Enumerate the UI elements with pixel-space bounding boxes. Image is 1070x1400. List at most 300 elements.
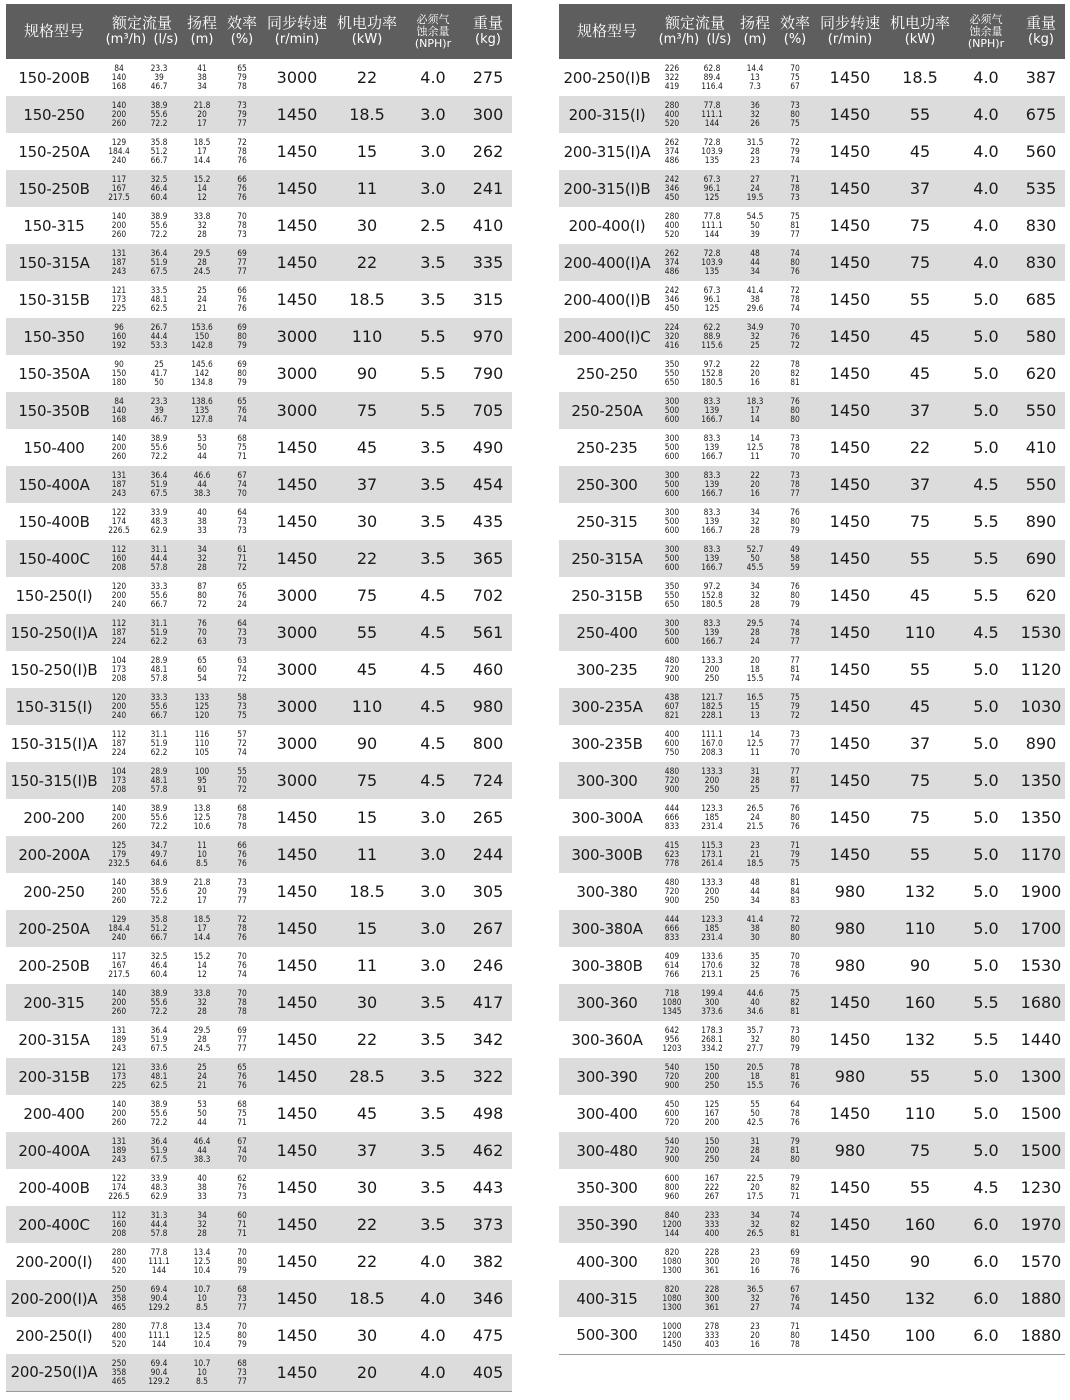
flow-m3h-cell-value: 300 bbox=[664, 544, 680, 555]
efficiency-cell-value: 74 bbox=[237, 479, 247, 490]
power-cell: 110 bbox=[885, 910, 955, 947]
efficiency-cell-value: 80 bbox=[237, 331, 247, 342]
table-row bbox=[559, 503, 1065, 540]
flow-ls-cell bbox=[136, 910, 182, 947]
flow-ls-cell-value: 261.4 bbox=[701, 857, 723, 868]
flow-m3h-cell-value: 140 bbox=[111, 1099, 127, 1110]
npsh-cell: 3.5 bbox=[420, 1178, 446, 1197]
head-cell-value: 17.5 bbox=[746, 1190, 764, 1201]
weight-cell: 410 bbox=[472, 216, 504, 235]
head-cell-value: 12 bbox=[197, 191, 207, 202]
head-cell bbox=[735, 1169, 775, 1206]
head-cell-value: 32 bbox=[750, 1293, 760, 1304]
head-cell-value: 91 bbox=[197, 783, 207, 794]
flow-ls-cell-value: 83.3 bbox=[703, 470, 721, 481]
flow-ls-cell-value: 83.3 bbox=[703, 618, 721, 629]
flow-m3h-cell-value: 800 bbox=[664, 1182, 680, 1193]
efficiency-cell-value: 78 bbox=[790, 442, 800, 453]
flow-m3h-cell bbox=[102, 429, 136, 466]
table-body-left bbox=[6, 59, 512, 1391]
flow-m3h-cell-value: 187 bbox=[111, 627, 127, 638]
head-cell-value: 15 bbox=[750, 701, 760, 712]
speed-cell: 1450 bbox=[262, 1280, 332, 1317]
head-cell-value: 14 bbox=[197, 960, 207, 971]
npsh-cell: 4.5 bbox=[420, 734, 446, 753]
flow-m3h-cell-value: 600 bbox=[664, 738, 680, 749]
head-cell bbox=[182, 762, 222, 799]
flow-ls-cell bbox=[136, 1021, 182, 1058]
efficiency-cell bbox=[222, 170, 262, 207]
flow-m3h-cell-value: 415 bbox=[664, 840, 680, 851]
weight-cell: 262 bbox=[472, 142, 504, 161]
npsh-cell: 4.0 bbox=[973, 68, 999, 87]
efficiency-header: 效率 (%) bbox=[775, 4, 815, 59]
head-cell bbox=[182, 1095, 222, 1132]
head-cell bbox=[735, 688, 775, 725]
weight-cell: 498 bbox=[472, 1104, 504, 1123]
speed-cell: 1450 bbox=[815, 466, 885, 503]
weight-cell: 1500 bbox=[1017, 1132, 1065, 1169]
efficiency-cell-value: 49 bbox=[790, 544, 800, 555]
flow-m3h-cell-value: 820 bbox=[664, 1247, 680, 1258]
speed-cell: 1450 bbox=[829, 586, 871, 605]
power-cell: 45 bbox=[356, 438, 378, 457]
head-cell-value: 10 bbox=[197, 1293, 207, 1304]
flow-m3h-cell-value: 217.5 bbox=[108, 968, 130, 979]
efficiency-cell-value: 69 bbox=[790, 1247, 800, 1258]
npsh-cell: 3.0 bbox=[402, 96, 464, 133]
head-cell-value: 26.5 bbox=[746, 1227, 764, 1238]
speed-cell: 1450 bbox=[829, 512, 871, 531]
npsh-cell: 3.0 bbox=[420, 882, 446, 901]
flow-ls-cell-value: 373.6 bbox=[701, 1005, 723, 1016]
speed-cell: 1450 bbox=[815, 984, 885, 1021]
flow-ls-cell-value: 228 bbox=[704, 1247, 720, 1258]
power-cell: 45 bbox=[356, 660, 378, 679]
npsh-cell: 3.5 bbox=[402, 984, 464, 1021]
head-cell-value: 48 bbox=[750, 877, 760, 888]
flow-ls-cell bbox=[689, 1280, 735, 1317]
flow-m3h-cell-value: 500 bbox=[664, 479, 680, 490]
head-cell bbox=[735, 318, 775, 355]
head-cell-value: 23 bbox=[750, 1321, 760, 1332]
table-row bbox=[559, 836, 1065, 873]
efficiency-cell-value: 78 bbox=[790, 183, 800, 194]
weight-cell: 970 bbox=[464, 318, 512, 355]
efficiency-cell-value: 76 bbox=[790, 331, 800, 342]
model-cell: 250-250 bbox=[576, 364, 638, 383]
efficiency-cell-value: 73 bbox=[790, 191, 800, 202]
flow-m3h-cell-value: 167 bbox=[111, 183, 127, 194]
head-cell bbox=[735, 355, 775, 392]
power-cell: 55 bbox=[909, 1178, 931, 1197]
speed-cell: 1450 bbox=[829, 216, 871, 235]
flow-ls-cell-value: 34.7 bbox=[150, 840, 168, 851]
efficiency-cell bbox=[775, 577, 815, 614]
npsh-cell: 3.5 bbox=[402, 540, 464, 577]
npsh-cell: 3.5 bbox=[420, 438, 446, 457]
efficiency-cell-value: 72 bbox=[790, 914, 800, 925]
efficiency-cell bbox=[775, 133, 815, 170]
efficiency-cell-value: 72 bbox=[237, 738, 247, 749]
head-cell-value: 28 bbox=[197, 1227, 207, 1238]
speed-cell: 1450 bbox=[815, 688, 885, 725]
weight-cell: 241 bbox=[464, 170, 512, 207]
head-cell-value: 25 bbox=[197, 1062, 207, 1073]
efficiency-cell bbox=[222, 96, 262, 133]
efficiency-cell-value: 78 bbox=[790, 1062, 800, 1073]
model-cell: 200-315 bbox=[6, 984, 102, 1021]
efficiency-cell-value: 75 bbox=[237, 442, 247, 453]
flow-ls-cell-value: 38.9 bbox=[150, 100, 168, 111]
speed-cell: 1450 bbox=[276, 438, 318, 457]
npsh-cell: 4.5 bbox=[973, 1178, 999, 1197]
npsh-cell: 3.0 bbox=[402, 910, 464, 947]
head-cell bbox=[735, 984, 775, 1021]
flow-m3h-cell-value: 500 bbox=[664, 627, 680, 638]
efficiency-cell-value: 73 bbox=[790, 433, 800, 444]
head-cell-value: 55 bbox=[750, 1099, 760, 1110]
flow-m3h-cell-value: 614 bbox=[664, 960, 680, 971]
flow-m3h-cell bbox=[102, 836, 136, 873]
flow-m3h-cell-value: 900 bbox=[664, 894, 680, 905]
npsh-cell: 6.0 bbox=[955, 1206, 1017, 1243]
model-cell: 250-315A bbox=[559, 540, 655, 577]
efficiency-cell-value: 77 bbox=[237, 1042, 247, 1053]
speed-cell: 1450 bbox=[276, 956, 318, 975]
efficiency-cell-value: 73 bbox=[237, 701, 247, 712]
speed-cell: 1450 bbox=[815, 392, 885, 429]
npsh-cell: 5.0 bbox=[955, 910, 1017, 947]
flow-ls-cell-value: 36.4 bbox=[150, 1136, 168, 1147]
flow-ls-cell bbox=[136, 1243, 182, 1280]
power-cell: 90 bbox=[356, 734, 378, 753]
efficiency-cell-value: 75 bbox=[790, 72, 800, 83]
head-cell-value: 28 bbox=[750, 524, 760, 535]
head-cell-value: 24 bbox=[750, 812, 760, 823]
flow-m3h-cell bbox=[102, 1317, 136, 1354]
flow-m3h-cell-value: 200 bbox=[111, 812, 127, 823]
flow-m3h-cell bbox=[102, 1243, 136, 1280]
table-body-right bbox=[559, 59, 1065, 1354]
flow-ls-cell-value: 139 bbox=[704, 405, 720, 416]
flow-ls-cell-value: 66.7 bbox=[150, 709, 168, 720]
power-cell: 11 bbox=[356, 956, 378, 975]
efficiency-cell bbox=[222, 207, 262, 244]
weight-cell: 675 bbox=[1017, 96, 1065, 133]
flow-m3h-cell bbox=[655, 540, 689, 577]
efficiency-cell-value: 74 bbox=[237, 746, 247, 757]
flow-m3h-cell-value: 173 bbox=[111, 294, 127, 305]
weight-cell: 382 bbox=[472, 1252, 504, 1271]
flow-m3h-cell-value: 833 bbox=[664, 820, 680, 831]
flow-ls-cell-value: 182.5 bbox=[701, 701, 723, 712]
efficiency-cell bbox=[222, 503, 262, 540]
flow-m3h-cell-value: 280 bbox=[664, 211, 680, 222]
model-cell: 300-380B bbox=[571, 956, 643, 975]
flow-m3h-cell-value: 821 bbox=[664, 709, 680, 720]
efficiency-cell bbox=[775, 762, 815, 799]
head-cell-value: 142 bbox=[194, 368, 210, 379]
flow-m3h-cell-value: 500 bbox=[664, 516, 680, 527]
weight-cell: 417 bbox=[464, 984, 512, 1021]
head-cell bbox=[182, 1132, 222, 1169]
model-cell: 150-400C bbox=[6, 540, 102, 577]
efficiency-cell-value: 77 bbox=[237, 265, 247, 276]
head-cell-value: 12.5 bbox=[746, 442, 764, 453]
efficiency-cell-value: 75 bbox=[790, 117, 800, 128]
weight-cell: 1900 bbox=[1020, 882, 1062, 901]
flow-m3h-cell-value: 358 bbox=[111, 1293, 127, 1304]
efficiency-cell-value: 57 bbox=[237, 729, 247, 740]
npsh-cell: 5.0 bbox=[955, 1132, 1017, 1169]
flow-ls-cell-value: 36.4 bbox=[150, 1025, 168, 1036]
efficiency-cell-value: 71 bbox=[790, 1190, 800, 1201]
flow-ls-cell bbox=[136, 577, 182, 614]
efficiency-cell-value: 71 bbox=[237, 450, 247, 461]
flow-ls-cell-value: 83.3 bbox=[703, 507, 721, 518]
flow-m3h-cell-value: 160 bbox=[111, 1219, 127, 1230]
efficiency-cell-value: 76 bbox=[237, 183, 247, 194]
flow-ls-cell-value: 231.4 bbox=[701, 931, 723, 942]
npsh-cell: 4.5 bbox=[420, 660, 446, 679]
flow-m3h-cell-value: 184.4 bbox=[108, 146, 130, 157]
model-cell: 500-300 bbox=[559, 1317, 655, 1354]
head-cell-value: 10.7 bbox=[193, 1284, 211, 1295]
flow-m3h-cell-value: 416 bbox=[664, 339, 680, 350]
head-cell-value: 33 bbox=[197, 1190, 207, 1201]
efficiency-cell bbox=[775, 392, 815, 429]
power-cell: 45 bbox=[909, 586, 931, 605]
power-cell: 30 bbox=[356, 1178, 378, 1197]
efficiency-cell-value: 72 bbox=[790, 285, 800, 296]
head-cell bbox=[735, 96, 775, 133]
flow-ls-cell-value: 67.5 bbox=[150, 1153, 168, 1164]
power-cell: 15 bbox=[332, 910, 402, 947]
flow-m3h-cell-value: 84 bbox=[114, 396, 124, 407]
head-cell-value: 24 bbox=[750, 1153, 760, 1164]
flow-ls-cell bbox=[689, 725, 735, 762]
power-cell: 55 bbox=[909, 660, 931, 679]
head-cell bbox=[735, 1317, 775, 1354]
speed-cell: 3000 bbox=[276, 364, 318, 383]
flow-ls-cell bbox=[689, 96, 735, 133]
table-row bbox=[6, 1169, 512, 1206]
head-cell-value: 27.7 bbox=[746, 1042, 764, 1053]
head-cell bbox=[735, 799, 775, 836]
efficiency-cell-value: 64 bbox=[790, 1099, 800, 1110]
efficiency-cell-value: 71 bbox=[237, 553, 247, 564]
flow-m3h-cell-value: 480 bbox=[664, 655, 680, 666]
head-cell-value: 16.5 bbox=[746, 692, 764, 703]
efficiency-cell-value: 65 bbox=[237, 581, 247, 592]
flow-ls-cell bbox=[136, 725, 182, 762]
flow-m3h-cell-value: 90 bbox=[114, 359, 124, 370]
flow-ls-cell-value: 23.3 bbox=[150, 396, 168, 407]
weight-cell: 1530 bbox=[1017, 614, 1065, 651]
efficiency-cell bbox=[775, 59, 815, 96]
flow-m3h-cell-value: 444 bbox=[664, 803, 680, 814]
efficiency-cell bbox=[775, 1021, 815, 1058]
flow-m3h-cell-value: 200 bbox=[111, 701, 127, 712]
flow-ls-cell-value: 96.1 bbox=[703, 183, 721, 194]
flow-ls-cell-value: 51.9 bbox=[150, 479, 168, 490]
efficiency-cell-value: 77 bbox=[790, 766, 800, 777]
speed-cell: 1450 bbox=[829, 734, 871, 753]
flow-ls-cell-value: 41.7 bbox=[150, 368, 168, 379]
flow-ls-cell bbox=[689, 614, 735, 651]
flow-m3h-cell-value: 486 bbox=[664, 265, 680, 276]
head-cell-value: 24 bbox=[197, 1071, 207, 1082]
flow-ls-cell-value: 250 bbox=[704, 1079, 720, 1090]
flow-ls-cell-value: 48.3 bbox=[150, 1182, 168, 1193]
head-cell-value: 13.4 bbox=[193, 1321, 211, 1332]
head-cell bbox=[735, 281, 775, 318]
weight-cell: 560 bbox=[1025, 142, 1057, 161]
flow-ls-cell-value: 111.1 bbox=[701, 729, 723, 740]
power-cell: 45 bbox=[356, 1104, 378, 1123]
head-cell bbox=[735, 1243, 775, 1280]
flow-ls-cell-value: 250 bbox=[704, 1153, 720, 1164]
efficiency-cell-value: 71 bbox=[790, 840, 800, 851]
efficiency-cell bbox=[222, 984, 262, 1021]
table-row bbox=[6, 207, 512, 244]
head-cell bbox=[735, 577, 775, 614]
head-cell-value: 95 bbox=[197, 775, 207, 786]
head-cell-value: 34 bbox=[750, 581, 760, 592]
efficiency-cell bbox=[222, 133, 262, 170]
flow-ls-cell bbox=[136, 1095, 182, 1132]
head-cell bbox=[182, 318, 222, 355]
weight-cell: 1680 bbox=[1017, 984, 1065, 1021]
flow-m3h-cell bbox=[102, 614, 136, 651]
head-cell-value: 41.4 bbox=[746, 285, 764, 296]
model-cell: 250-315 bbox=[576, 512, 638, 531]
efficiency-cell bbox=[775, 651, 815, 688]
efficiency-cell-value: 55 bbox=[237, 766, 247, 777]
speed-cell: 1450 bbox=[815, 614, 885, 651]
head-cell bbox=[182, 651, 222, 688]
flow-m3h-cell-value: 112 bbox=[111, 618, 127, 629]
head-cell-value: 32 bbox=[197, 1219, 207, 1230]
flow-ls-cell-value: 60.4 bbox=[150, 191, 168, 202]
power-cell: 75 bbox=[909, 808, 931, 827]
efficiency-cell-value: 70 bbox=[790, 322, 800, 333]
head-cell bbox=[735, 1058, 775, 1095]
flow-ls-cell bbox=[689, 281, 735, 318]
efficiency-cell-value: 67 bbox=[237, 1136, 247, 1147]
head-cell-value: 34 bbox=[197, 1210, 207, 1221]
flow-ls-cell-value: 57.8 bbox=[150, 1227, 168, 1238]
efficiency-cell-value: 74 bbox=[237, 1145, 247, 1156]
head-cell-value: 18.5 bbox=[193, 914, 211, 925]
table-row bbox=[6, 318, 512, 355]
head-cell bbox=[182, 281, 222, 318]
head-cell-value: 52.7 bbox=[746, 544, 764, 555]
model-cell: 150-250(I)B bbox=[10, 660, 98, 679]
flow-ls-cell-value: 125 bbox=[704, 191, 720, 202]
npsh-cell: 5.0 bbox=[955, 836, 1017, 873]
flow-ls-cell-value: 97.2 bbox=[703, 359, 721, 370]
npsh-cell: 3.5 bbox=[420, 512, 446, 531]
npsh-cell: 5.0 bbox=[955, 1058, 1017, 1095]
weight-header: 重量 (kg) bbox=[464, 4, 512, 59]
power-cell: 55 bbox=[909, 290, 931, 309]
flow-m3h-cell-value: 1300 bbox=[662, 1301, 682, 1312]
efficiency-cell-value: 73 bbox=[237, 1190, 247, 1201]
head-cell-value: 153.6 bbox=[191, 322, 213, 333]
flow-m3h-cell-value: 900 bbox=[664, 783, 680, 794]
head-cell bbox=[182, 873, 222, 910]
flow-m3h-cell bbox=[102, 355, 136, 392]
flow-ls-cell-value: 90.4 bbox=[150, 1366, 168, 1377]
power-cell: 30 bbox=[356, 216, 378, 235]
flow-ls-cell bbox=[136, 281, 182, 318]
efficiency-cell-value: 80 bbox=[237, 368, 247, 379]
efficiency-cell-value: 80 bbox=[790, 413, 800, 424]
flow-m3h-cell-value: 260 bbox=[111, 450, 127, 461]
head-cell bbox=[182, 836, 222, 873]
head-cell-value: 13 bbox=[750, 709, 760, 720]
efficiency-cell bbox=[222, 910, 262, 947]
flow-m3h-cell bbox=[655, 947, 689, 984]
flow-m3h-cell bbox=[102, 466, 136, 503]
efficiency-cell-value: 70 bbox=[237, 1247, 247, 1258]
flow-ls-cell-value: 23.3 bbox=[150, 63, 168, 74]
head-cell bbox=[735, 429, 775, 466]
efficiency-cell-value: 62 bbox=[237, 1173, 247, 1184]
head-cell-value: 76 bbox=[197, 618, 207, 629]
head-cell-value: 31 bbox=[750, 1136, 760, 1147]
head-cell bbox=[182, 392, 222, 429]
flow-ls-cell-value: 33.9 bbox=[150, 1173, 168, 1184]
flow-m3h-cell-value: 140 bbox=[111, 100, 127, 111]
efficiency-cell bbox=[775, 1280, 815, 1317]
efficiency-cell-value: 58 bbox=[237, 692, 247, 703]
head-cell-value: 41 bbox=[197, 63, 207, 74]
flow-m3h-cell-value: 650 bbox=[664, 376, 680, 387]
npsh-cell: 4.0 bbox=[955, 244, 1017, 281]
power-cell: 22 bbox=[356, 1030, 378, 1049]
speed-cell: 1450 bbox=[276, 512, 318, 531]
head-cell-value: 34 bbox=[750, 894, 760, 905]
head-cell-value: 38 bbox=[750, 294, 760, 305]
head-cell-value: 17 bbox=[197, 894, 207, 905]
flow-ls-cell-value: 51.9 bbox=[150, 738, 168, 749]
flow-ls-cell-value: 35.8 bbox=[150, 137, 168, 148]
flow-ls-cell-value: 62.2 bbox=[150, 635, 168, 646]
flow-ls-cell-value: 66.7 bbox=[150, 154, 168, 165]
weight-cell: 702 bbox=[472, 586, 504, 605]
head-cell-value: 24 bbox=[197, 294, 207, 305]
model-header: 规格型号 bbox=[559, 4, 655, 59]
head-cell-value: 54 bbox=[197, 672, 207, 683]
power-cell: 22 bbox=[332, 540, 402, 577]
head-cell-value: 17 bbox=[197, 923, 207, 934]
head-cell bbox=[182, 355, 222, 392]
efficiency-cell bbox=[222, 577, 262, 614]
weight-cell: 1570 bbox=[1020, 1252, 1062, 1271]
model-cell: 300-300A bbox=[571, 808, 643, 827]
head-cell-value: 24.5 bbox=[193, 265, 211, 276]
speed-cell: 1450 bbox=[276, 1326, 318, 1345]
npsh-cell: 4.5 bbox=[955, 614, 1017, 651]
efficiency-cell-value: 80 bbox=[790, 590, 800, 601]
flow-m3h-cell bbox=[655, 318, 689, 355]
efficiency-cell bbox=[222, 540, 262, 577]
flow-m3h-cell bbox=[655, 910, 689, 947]
efficiency-cell bbox=[775, 1243, 815, 1280]
